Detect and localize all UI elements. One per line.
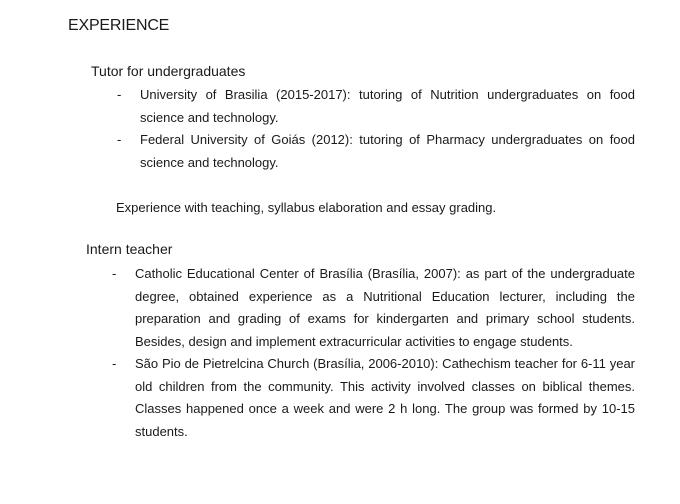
intern-list — [112, 263, 635, 443]
section-title: EXPERIENCE — [68, 17, 170, 34]
intern-heading: Intern teacher — [86, 241, 173, 257]
bullet-dash: - — [117, 87, 122, 102]
bullet-dash: - — [117, 132, 122, 147]
bullet-dash: - — [112, 266, 117, 281]
bullet-dash: - — [112, 356, 117, 371]
tutor-heading: Tutor for undergraduates — [91, 63, 246, 79]
list-item — [117, 84, 635, 129]
list-item-text: University of Brasilia (2015-2017): tutoring of Nutrition undergraduates on food science and technology. — [140, 87, 635, 125]
list-item — [112, 263, 635, 353]
list-item — [117, 129, 635, 174]
tutor-note: Experience with teaching, syllabus elaboration and essay grading. — [116, 200, 497, 215]
list-item-text: São Pio de Pietrelcina Church (Brasília, 2006-2010): Cathechism teacher for 6-11 year old children from the community. This activity involved classes on biblical themes. Classes happened once a week and were 2 h long. The group was formed by 10-15 students. — [135, 356, 635, 439]
list-item-text: Catholic Educational Center of Brasília (Brasília, 2007): as part of the undergraduate degree, obtained experience as a Nutritional Education lecturer, including the preparation and grading of exams for kindergarten and primary school students. Besides, design and implement extracurricular activities to engage students. — [135, 266, 635, 349]
list-item — [112, 353, 635, 443]
list-item-text: Federal University of Goiás (2012): tutoring of Pharmacy undergraduates on food science and technology. — [140, 132, 635, 170]
tutor-list — [117, 84, 635, 174]
